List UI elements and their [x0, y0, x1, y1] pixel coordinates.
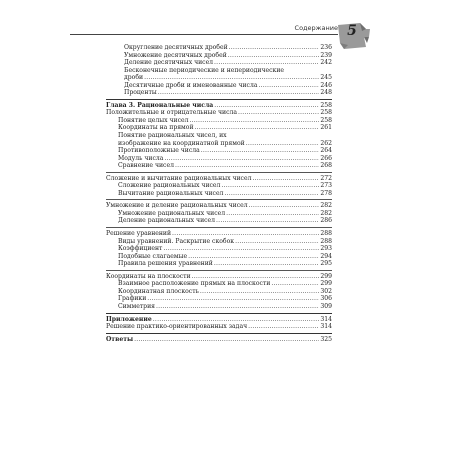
toc-entry-page: 282: [320, 209, 332, 217]
toc-entry-title: Десятичные дроби и именованные числа: [124, 81, 258, 89]
toc-entry-title: Правила решения уравнений: [118, 260, 213, 268]
toc-entry-page: 248: [320, 89, 332, 97]
toc-entry-title: изображение на координатной прямой: [118, 139, 245, 147]
toc-entry[interactable]: [106, 109, 332, 117]
toc-entry-title: Деление рациональных чисел: [118, 217, 216, 225]
toc-entry-page: 309: [320, 302, 332, 310]
toc-entry[interactable]: [106, 162, 332, 170]
toc-entry-title: Сравнение чисел: [118, 162, 174, 170]
toc-entry[interactable]: [106, 323, 332, 331]
toc-entry[interactable]: [106, 89, 332, 97]
dot-leader: [164, 155, 319, 163]
toc-entry-title: Координатная плоскость: [118, 287, 199, 295]
toc-entry-page: 306: [320, 295, 332, 303]
toc-entry-title: Коэффициент: [118, 245, 163, 253]
toc-entry[interactable]: [106, 280, 332, 288]
toc-entry[interactable]: [106, 217, 332, 225]
dot-leader: [195, 124, 320, 132]
toc-entry[interactable]: [106, 117, 332, 125]
toc-entry-title: Графики: [118, 295, 147, 303]
toc-entry-title: Проценты: [124, 89, 157, 97]
toc-entry-page: 262: [320, 139, 332, 147]
toc-entry-page: 264: [320, 147, 332, 155]
toc-entry-page: 258: [320, 116, 332, 124]
toc-entry[interactable]: [106, 52, 332, 60]
dot-leader: [214, 102, 319, 110]
toc-entry-page: 293: [320, 245, 332, 253]
dot-leader: [134, 336, 319, 344]
toc-entry-page: 268: [320, 162, 332, 170]
toc-entry[interactable]: [106, 74, 332, 82]
toc-entry[interactable]: [106, 190, 332, 198]
dot-leader: [144, 74, 319, 82]
toc-entry-page: 258: [320, 109, 332, 117]
section-divider: [106, 199, 332, 200]
dot-leader: [216, 217, 319, 225]
toc-entry[interactable]: [106, 245, 332, 253]
dot-leader: [214, 59, 319, 67]
toc-entry[interactable]: [106, 175, 332, 183]
dot-leader: [163, 245, 319, 253]
toc-entry[interactable]: [106, 132, 332, 140]
dot-leader: [246, 140, 320, 148]
toc-entry[interactable]: [106, 124, 332, 132]
dot-leader: [252, 175, 319, 183]
toc-entry-title: Понятие целых чисел: [118, 116, 189, 124]
toc-entry-title: Умножение и деление рациональных чисел: [106, 202, 248, 210]
toc-entry[interactable]: [106, 210, 332, 218]
dot-leader: [258, 82, 319, 90]
toc-entry[interactable]: [106, 273, 332, 281]
section-divider: [106, 333, 332, 334]
dot-leader: [201, 147, 320, 155]
dot-leader: [200, 288, 319, 296]
dot-leader: [221, 182, 319, 190]
dot-leader: [224, 190, 319, 198]
toc-entry-page: 242: [320, 59, 332, 67]
running-header-title: Содержание: [294, 24, 338, 32]
dot-leader: [156, 303, 319, 311]
toc-entry-page: 288: [320, 230, 332, 238]
toc-entry-title: Бесконечные периодические и непериодические: [124, 66, 285, 74]
toc-entry-title: Противоположные числа: [118, 147, 200, 155]
toc-entry[interactable]: [106, 202, 332, 210]
toc-entry-title: Взаимное расположение прямых на плоскости: [118, 280, 271, 288]
toc-entry-page: 266: [320, 154, 332, 162]
toc-entry-title: Округление десятичных дробей: [124, 44, 228, 51]
section-divider: [106, 270, 332, 271]
toc-entry[interactable]: [106, 140, 332, 148]
dot-leader: [248, 323, 319, 331]
toc-entry-title: Вычитание рациональных чисел: [118, 189, 224, 197]
toc-entry-title: Координаты на плоскости: [106, 272, 191, 280]
toc-entry[interactable]: [106, 230, 332, 238]
toc-entry-title: Глава 3. Рациональные числа: [106, 101, 214, 109]
toc-entry[interactable]: [106, 147, 332, 155]
toc-entry-title: Приложение: [106, 315, 152, 323]
dot-leader: [172, 230, 319, 238]
page-number: 5: [347, 23, 357, 39]
toc-entry-page: 245: [320, 74, 332, 82]
toc-entry-page: 258: [320, 101, 332, 109]
toc-entry[interactable]: [106, 59, 332, 67]
section-divider: [106, 99, 332, 100]
toc-entry[interactable]: [106, 303, 332, 311]
dot-leader: [271, 280, 319, 288]
toc-entry[interactable]: [106, 67, 332, 75]
toc-entry[interactable]: [106, 82, 332, 90]
dot-leader: [235, 238, 319, 246]
section-divider: [106, 313, 332, 314]
toc-entry-page: 302: [320, 287, 332, 295]
dot-leader: [238, 109, 319, 117]
toc-entry-page: 272: [320, 174, 332, 182]
toc-entry-page: 314: [320, 323, 332, 331]
toc-entry[interactable]: [106, 253, 332, 261]
dot-leader: [214, 260, 319, 268]
toc-entry-page: 325: [320, 335, 332, 343]
dot-leader: [175, 162, 319, 170]
toc-entry-title: Умножение рациональных чисел: [118, 209, 226, 217]
dot-leader: [226, 210, 319, 218]
toc-entry[interactable]: [106, 295, 332, 303]
toc-entry-page: 286: [320, 217, 332, 225]
toc-entry-page: 261: [320, 124, 332, 132]
dot-leader: [229, 44, 320, 52]
toc-entry-title: Координаты на прямой: [118, 124, 194, 132]
toc-entry-title: Понятие рациональных чисел, их: [118, 132, 227, 140]
toc-entry[interactable]: [106, 336, 332, 344]
toc-entry[interactable]: [106, 288, 332, 296]
toc-entry[interactable]: [106, 238, 332, 246]
toc-entry[interactable]: [106, 182, 332, 190]
dot-leader: [147, 295, 319, 303]
toc-entry[interactable]: [106, 155, 332, 163]
table-of-contents: [106, 44, 332, 343]
dot-leader: [228, 52, 320, 60]
toc-entry-page: 299: [320, 280, 332, 288]
toc-entry-title: дроби: [124, 74, 144, 82]
toc-entry-title: Подобные слагаемые: [118, 252, 188, 260]
section-divider: [106, 227, 332, 228]
toc-entry-title: Умножение десятичных дробей: [124, 51, 227, 59]
dot-leader: [192, 273, 320, 281]
dot-leader: [153, 316, 320, 324]
toc-entry[interactable]: [106, 260, 332, 268]
toc-entry-page: 273: [320, 182, 332, 190]
toc-entry-page: 278: [320, 189, 332, 197]
toc-entry[interactable]: [106, 44, 332, 52]
toc-entry-page: 295: [320, 260, 332, 268]
toc-entry-title: Решение практико-ориентированных задач: [106, 323, 248, 331]
toc-entry-title: Сложение и вычитание рациональных чисел: [106, 174, 252, 182]
toc-entry-title: Деление десятичных чисел: [124, 59, 214, 67]
toc-entry-page: 299: [320, 272, 332, 280]
dot-leader: [249, 202, 320, 210]
toc-entry-title: Виды уравнений. Раскрытие скобок: [118, 237, 235, 245]
toc-entry[interactable]: [106, 316, 332, 324]
toc-entry-page: 246: [320, 81, 332, 89]
toc-entry-page: 239: [320, 51, 332, 59]
toc-entry-title: Решение уравнений: [106, 230, 172, 238]
toc-entry-title: Симметрия: [118, 302, 155, 310]
dot-leader: [158, 89, 320, 97]
dot-leader: [189, 117, 319, 125]
toc-entry[interactable]: [106, 102, 332, 110]
section-divider: [106, 172, 332, 173]
toc-entry-title: Сложение рациональных чисел: [118, 182, 221, 190]
toc-entry-title: Модуль числа: [118, 154, 164, 162]
toc-entry-page: 282: [320, 202, 332, 210]
toc-entry-page: 314: [320, 315, 332, 323]
toc-entry-title: Ответы: [106, 335, 134, 343]
header-rule: [70, 34, 338, 35]
toc-entry-page: 236: [320, 44, 332, 51]
toc-entry-page: 294: [320, 252, 332, 260]
toc-entry-page: 288: [320, 237, 332, 245]
toc-entry-title: Положительные и отрицательные числа: [106, 109, 237, 117]
dot-leader: [188, 253, 319, 261]
